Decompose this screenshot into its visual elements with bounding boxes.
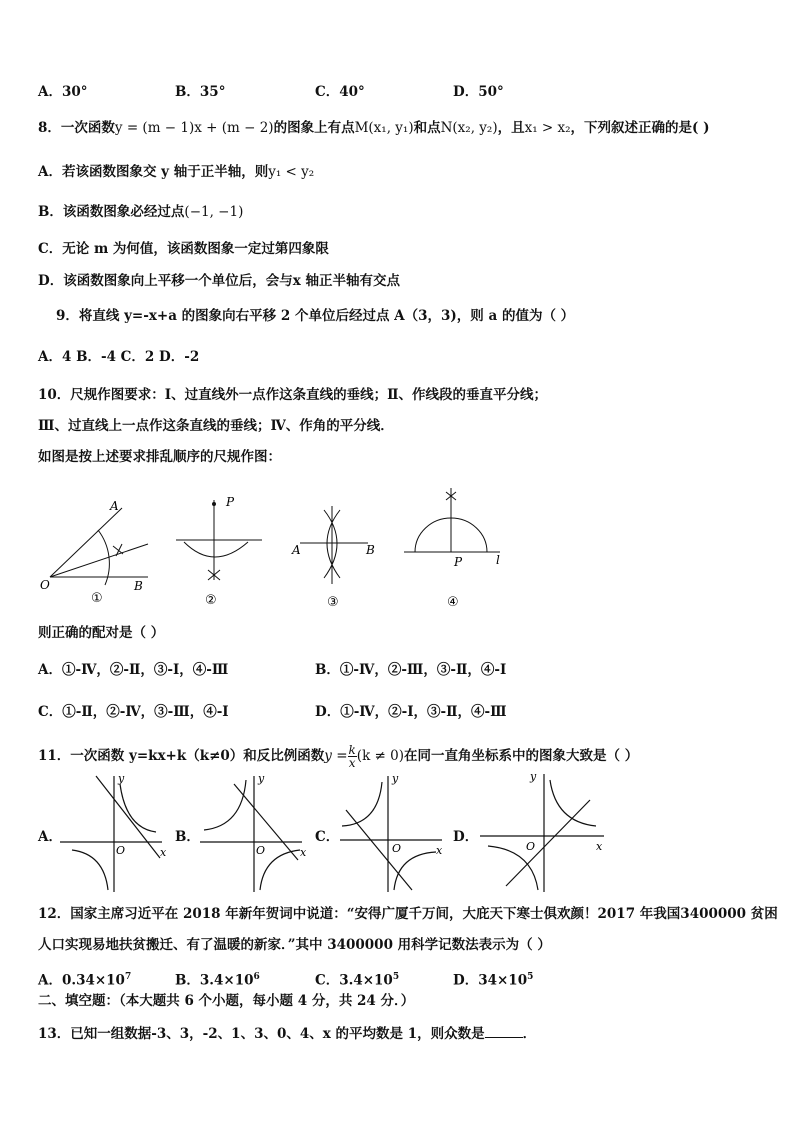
svg-text:O: O (526, 840, 536, 853)
q8-formula: y = (m − 1)x + (m − 2) (114, 120, 274, 136)
svg-text:x: x (436, 844, 443, 857)
q10-question: 则正确的配对是（ ） (38, 625, 165, 641)
svg-text:x: x (160, 846, 167, 859)
q9-options: A．4 B．-4 C．2 D．-2 (38, 349, 200, 365)
q11-option-d-label: D． (453, 829, 479, 845)
fig2-number: ② (205, 593, 217, 608)
svg-text:O: O (392, 842, 402, 855)
q12-option-a: A．$0.34\times 10^7$ (38, 972, 132, 989)
q12-line1: 12．国家主席习近平在 2018 年新年贺词中说道：“安得广厦千万间，大庇天下寒士俱欢颜！2017 年我国3400000 贫困 (38, 906, 778, 922)
svg-text:y: y (118, 772, 125, 785)
q11-graph-c (336, 770, 456, 895)
fig4-label-l: l (496, 553, 500, 567)
q11-option-c-label: C． (315, 829, 340, 845)
q7-option-a: A．30° (38, 84, 88, 100)
q13-answer-blank (485, 1037, 523, 1038)
q8-option-c: C．无论 m 为何值，该函数图象一定过第四象限 (38, 241, 329, 257)
q8-option-a: A．若该函数图象交 y 轴于正半轴，则y₁ < y₂ (38, 164, 315, 180)
q10-option-d: D．①-Ⅳ，②-Ⅰ，③-Ⅱ，④-Ⅲ (315, 704, 507, 720)
figure-2-perpendicular-outside (176, 495, 262, 608)
q11-graph-b (196, 770, 316, 895)
svg-text:y: y (258, 772, 265, 785)
svg-text:O: O (116, 844, 126, 857)
q7-option-c: C．40° (315, 84, 365, 100)
fig3-label-b: B (366, 543, 375, 557)
fig1-label-b: B (134, 579, 143, 593)
q10-line3: 如图是按上述要求排乱顺序的尺规作图： (38, 449, 281, 465)
fig2-label-p: P (226, 495, 235, 509)
q7-option-d: D．50° (453, 84, 504, 100)
q11-fraction: $\frac{k}{x}$ (348, 743, 356, 770)
q10-option-c: C．①-Ⅱ，②-Ⅳ，③-Ⅲ，④-Ⅰ (38, 704, 229, 720)
q8-option-b: B．该函数图象必经过点(−1, −1) (38, 204, 244, 220)
q11-graph-d (476, 770, 616, 895)
q12-option-c: C．$3.4\times 10^5$ (315, 972, 400, 989)
fig4-number: ④ (447, 595, 459, 610)
figure-3-perpendicular-bisector (291, 506, 375, 610)
fig1-number: ① (91, 591, 103, 606)
q12-option-d: D．$34\times 10^5$ (453, 972, 534, 989)
svg-text:y: y (392, 772, 399, 785)
fig3-number: ③ (327, 595, 339, 610)
q13-stem: 13．已知一组数据-3、3，-2、1、3、0、4、x 的平均数是 1，则众数是 ． (38, 1026, 537, 1042)
q12-line2: 人口实现易地扶贫搬迁、有了温暖的新家．”其中 3400000 用科学记数法表示为（ ） (38, 937, 551, 953)
q11-graph-a (56, 770, 176, 895)
q8-stem: 8．一次函数y = (m − 1)x + (m − 2)的图象上有点M(x₁, y₁)和点N(x₂, y₂)，且x₁ > x₂，下列叙述正确的是( ) (38, 120, 710, 136)
fig3-label-a: A (292, 543, 301, 557)
section-2-heading: 二、填空题：（本大题共 6 个小题，每小题 4 分，共 24 分．） (38, 993, 415, 1009)
svg-text:O: O (256, 844, 266, 857)
q11-option-a-label: A． (38, 829, 62, 845)
svg-text:x: x (300, 846, 307, 859)
q9-stem: 9．将直线 y=-x+a 的图象向右平移 2 个单位后经过点 A（3，3)，则 a 的值为（ ） (56, 308, 575, 324)
q7-option-b: B．35° (175, 84, 226, 100)
q10-option-a: A．①-Ⅳ，②-Ⅱ，③-Ⅰ，④-Ⅲ (38, 662, 229, 678)
q10-construction-figures (30, 488, 530, 610)
q12-option-b: B．$3.4\times 10^6$ (175, 972, 260, 989)
svg-text:y: y (530, 770, 537, 783)
fig1-label-a: A (110, 499, 119, 513)
q10-line2: Ⅲ、过直线上一点作这条直线的垂线；Ⅳ、作角的平分线． (38, 418, 394, 434)
q8-option-d: D．该函数图象向上平移一个单位后，会与x 轴正半轴有交点 (38, 273, 400, 289)
svg-text:x: x (596, 840, 603, 853)
figure-4-perpendicular-on-line (404, 488, 500, 610)
fig4-label-p: P (454, 555, 463, 569)
q11-stem: 11．一次函数 y=kx+k（k≠0）和反比例函数y = $\frac{k}{x}$ (k ≠ 0)在同一直角坐标系中的图象大致是（ ） (38, 743, 639, 770)
fig1-label-o: O (40, 578, 50, 592)
figure-1-angle-bisector (40, 499, 148, 606)
q10-option-b: B．①-Ⅳ，②-Ⅲ，③-Ⅱ，④-Ⅰ (315, 662, 507, 678)
q11-option-b-label: B． (175, 829, 200, 845)
q10-line1: 10．尺规作图要求：Ⅰ、过直线外一点作这条直线的垂线；Ⅱ、作线段的垂直平分线； (38, 387, 547, 403)
